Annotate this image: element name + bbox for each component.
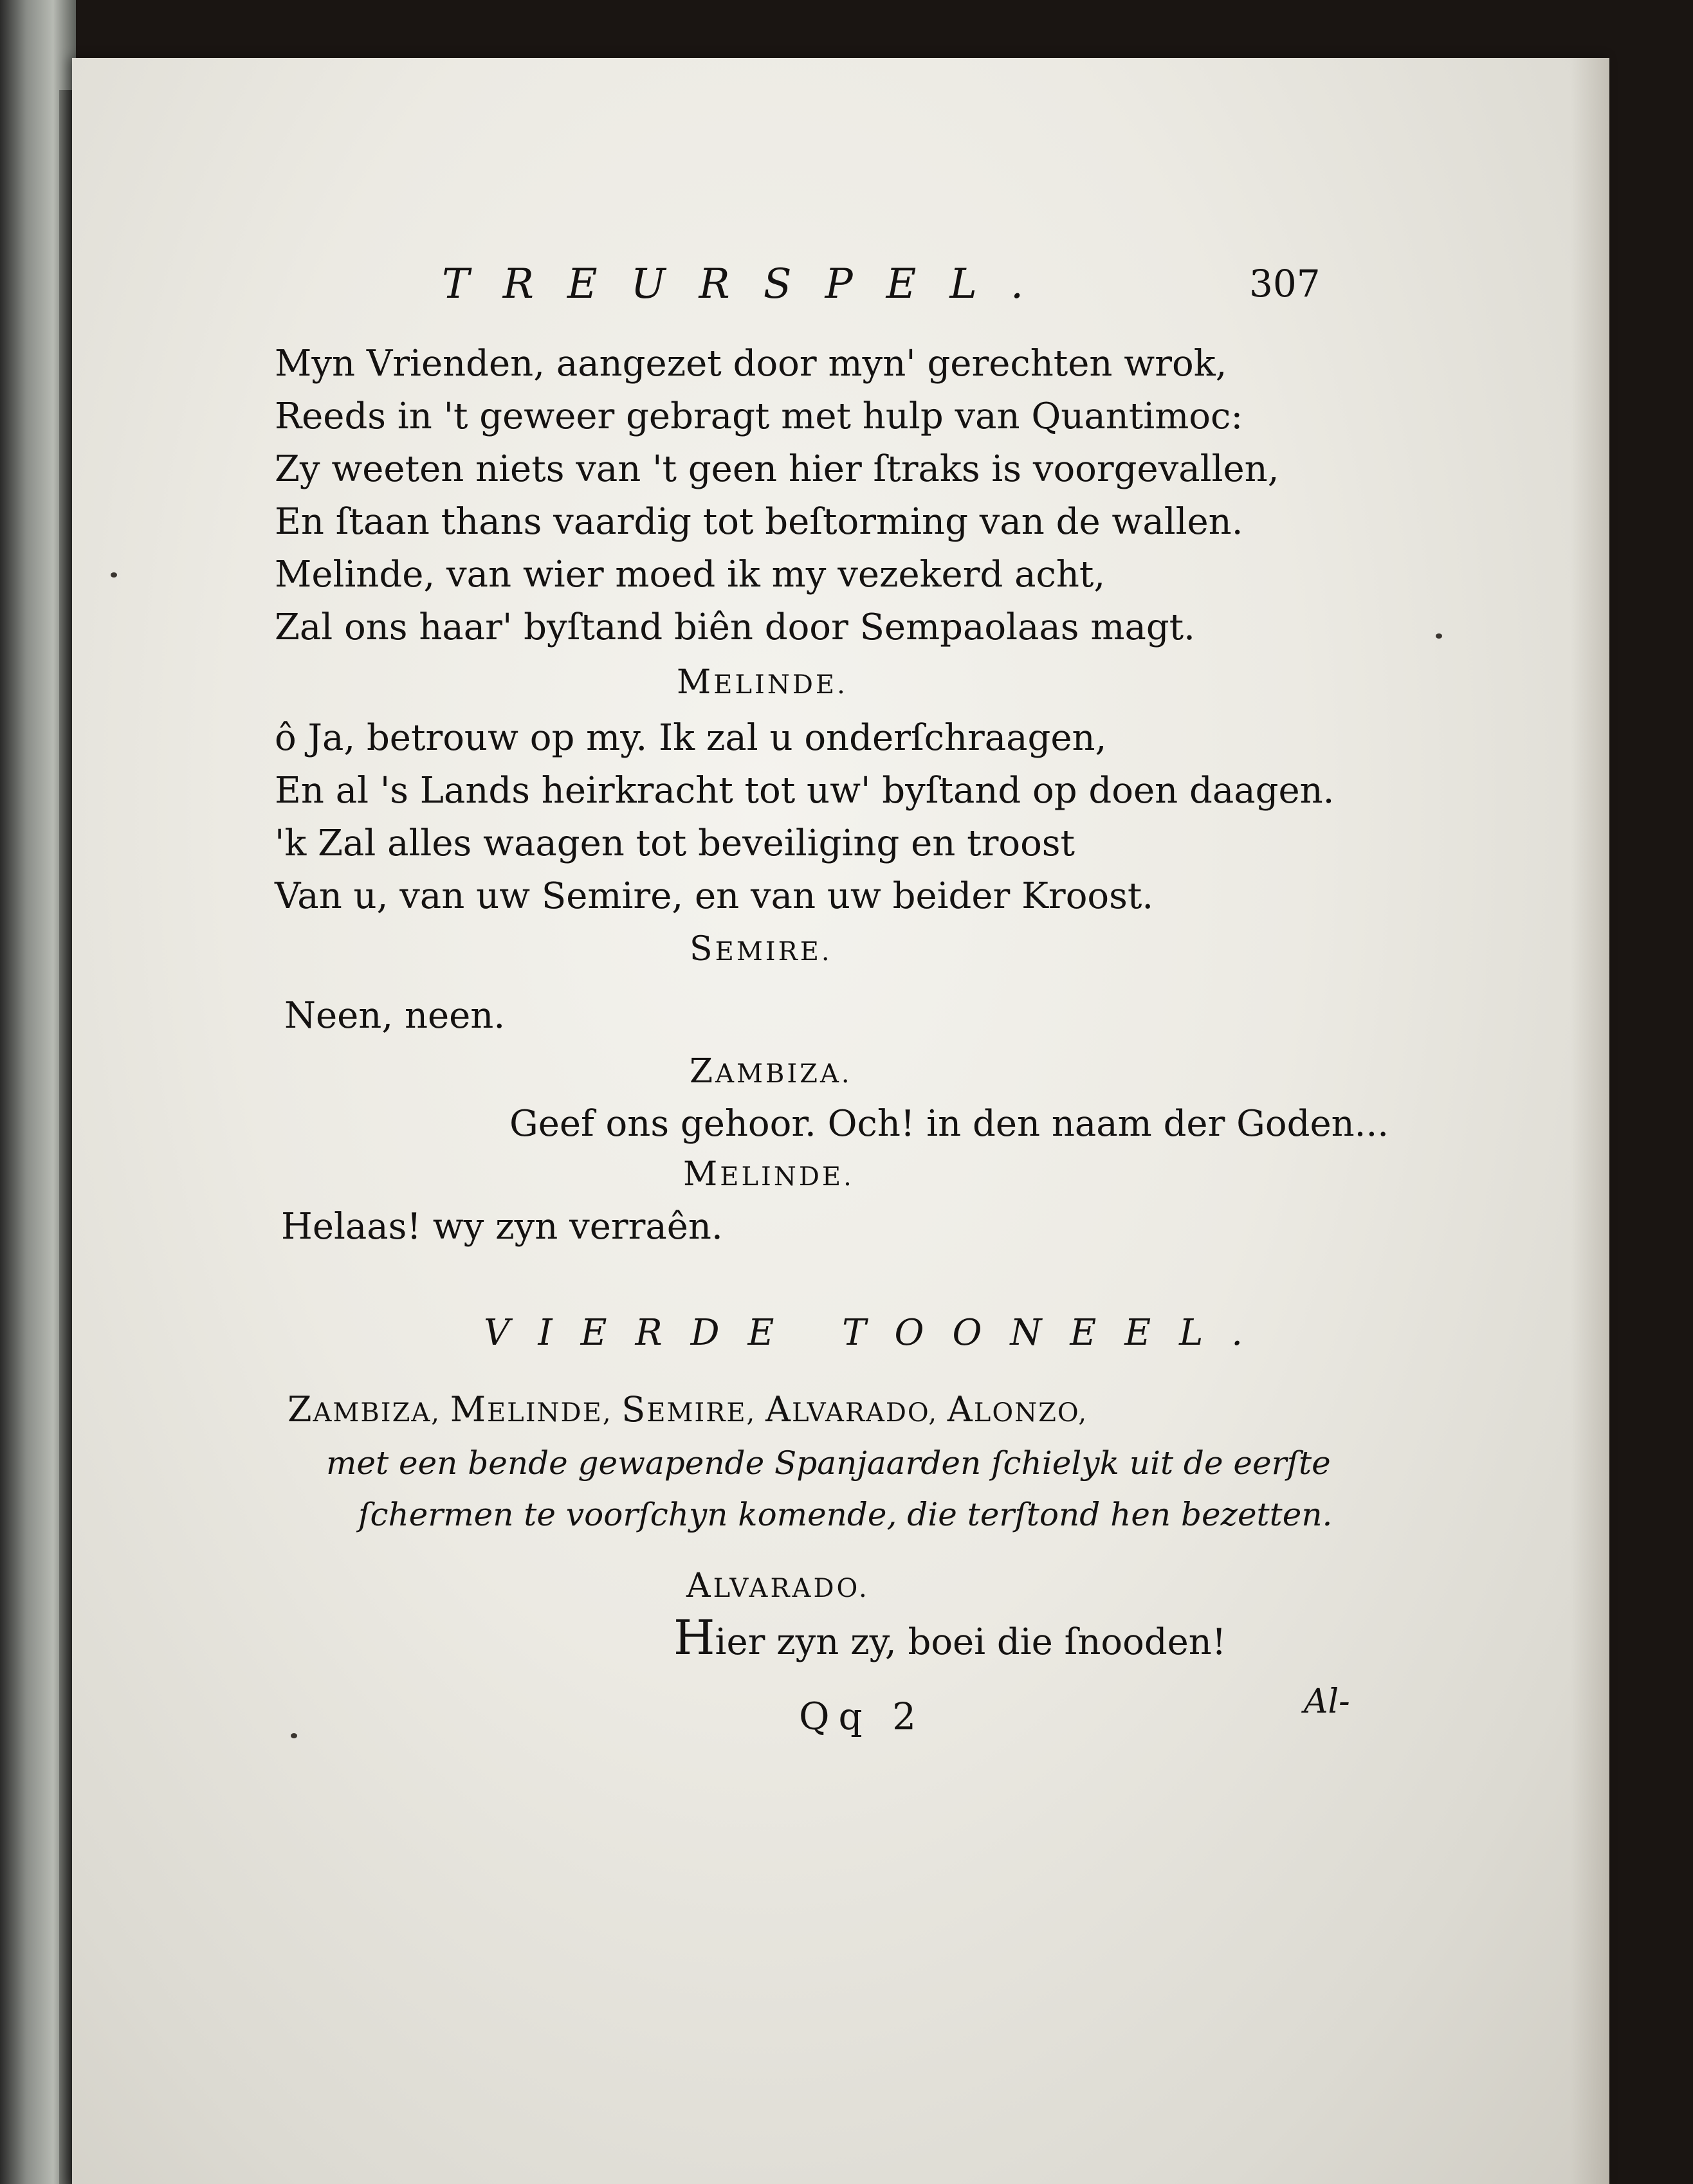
speaker-melinde-2 — [683, 1155, 854, 1194]
cast-zambiza-initial: Z — [288, 1389, 313, 1430]
cast-melinde-rest: ELINDE, — [486, 1398, 622, 1428]
verse-line-7: ô Ja, betrouw op my. Ik zal u onderſchraagen, — [275, 717, 1107, 759]
drop-initial: H — [673, 1610, 715, 1666]
speaker-rest: EMIRE. — [715, 937, 832, 967]
cast-semire-initial: S — [621, 1389, 647, 1430]
speaker-initial: M — [683, 1155, 720, 1194]
verse-line-6: Zal ons haar' byſtand biên door Sempaolaas magt. — [275, 606, 1195, 648]
speaker-rest: ELINDE. — [720, 1162, 854, 1192]
scene-cast — [288, 1389, 1088, 1430]
cast-melinde-initial: M — [450, 1389, 487, 1430]
cast-zambiza-rest: AMBIZA, — [313, 1398, 450, 1428]
page-speck — [291, 1733, 297, 1738]
speaker-alvarado — [686, 1569, 870, 1603]
page-speck — [1436, 633, 1442, 639]
verse-line-1: Myn Vrienden, aangezet door myn' gerechten wrok, — [275, 343, 1227, 385]
book-page — [72, 58, 1609, 2184]
cast-alonzo-rest: LONZO, — [973, 1398, 1088, 1428]
speaker-initial: M — [677, 663, 714, 702]
cast-alvarado-initial: A — [765, 1389, 792, 1430]
verse-line-5: Melinde, van wier moed ik my vezekerd acht, — [275, 554, 1106, 596]
verse-line-12: Geef ons gehoor. Och! in den naam der Goden... — [509, 1103, 1389, 1145]
verse-line-11: Neen, neen. — [284, 995, 506, 1037]
verse-line-2: Reeds in 't geweer gebragt met hulp van Quantimoc: — [275, 396, 1243, 437]
scene-title: VIERDE TOONEEL. — [484, 1312, 1272, 1354]
speaker-rest: LVARADO. — [713, 1574, 870, 1603]
verse-line-14 — [673, 1610, 1227, 1666]
page-number: 307 — [1249, 262, 1321, 305]
running-title: TREURSPEL. — [442, 260, 1057, 308]
signature-mark: Qq 2 — [799, 1695, 926, 1738]
verse-line-9: 'k Zal alles waagen tot beveiliging en troost — [275, 823, 1075, 864]
verse-line-8: En al 's Lands heirkracht tot uw' byſtand op doen daagen. — [275, 770, 1335, 812]
page-speck — [111, 572, 117, 578]
verse-line-10: Van u, van uw Semire, en van uw beider Kroost. — [275, 875, 1154, 917]
speaker-initial: Z — [690, 1052, 716, 1091]
page-shadow — [1571, 58, 1609, 2184]
speaker-zambiza — [690, 1052, 852, 1091]
speaker-initial: A — [686, 1567, 713, 1605]
cast-alvarado-rest: LVARADO, — [791, 1398, 947, 1428]
verse-line-13: Helaas! wy zyn verraên. — [281, 1206, 723, 1248]
cast-alonzo-initial: A — [947, 1389, 974, 1430]
speaker-rest: AMBIZA. — [715, 1059, 852, 1089]
verse-line-3: Zy weeten niets van 't geen hier ſtraks is voorgevallen, — [275, 448, 1279, 490]
speaker-melinde-1 — [677, 663, 848, 702]
facing-page-edge — [59, 90, 73, 2184]
stage-direction-line-1: met een bende gewapende Spanjaarden ſchielyk uit de eerſte — [326, 1444, 1331, 1482]
speaker-semire — [690, 930, 832, 969]
verse-line-14-rest: ier zyn zy, boei die ſnooden! — [715, 1621, 1227, 1663]
verse-line-4: En ſtaan thans vaardig tot beſtorming van de wallen. — [275, 501, 1243, 543]
stage-direction-line-2: ſchermen te voorſchyn komende, die terſtond hen bezetten. — [358, 1496, 1333, 1533]
catchword: Al- — [1304, 1682, 1350, 1721]
speaker-rest: ELINDE. — [713, 670, 848, 700]
cast-semire-rest: EMIRE, — [646, 1398, 765, 1428]
speaker-initial: S — [690, 930, 715, 969]
